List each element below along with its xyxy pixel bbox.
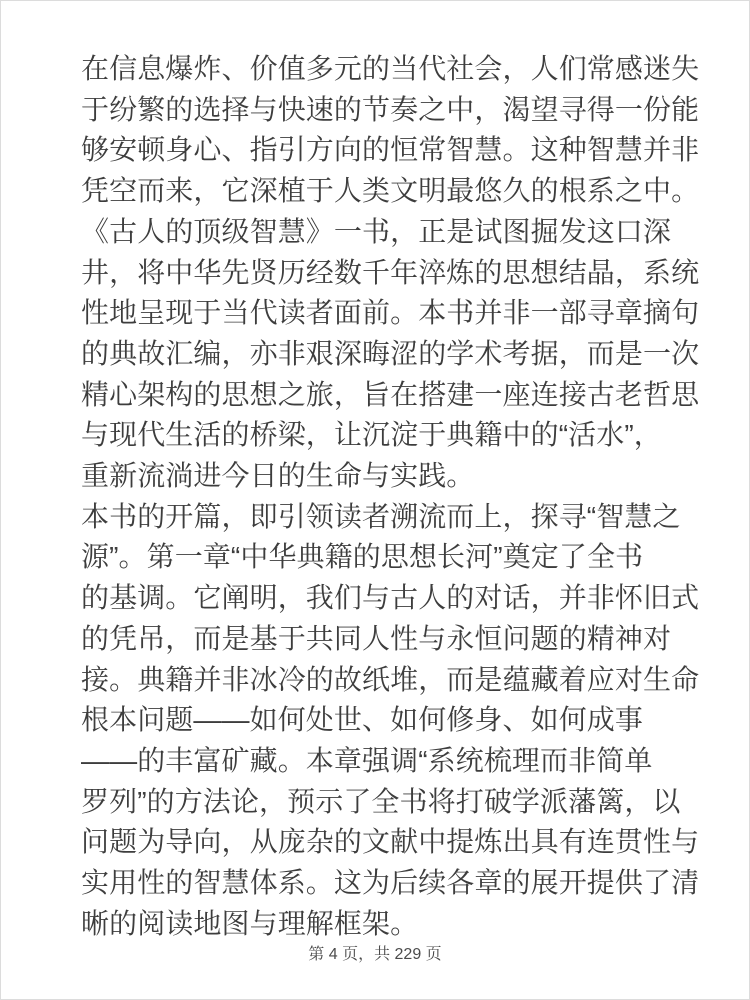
- text-line: 井，将中华先贤历经数千年淬炼的思想结晶，系统: [81, 256, 700, 288]
- text-line: 的典故汇编，亦非艰深晦涩的学术考据，而是一次: [81, 337, 700, 369]
- text-line: 够安顿身心、指引方向的恒常智慧。这种智慧并非: [81, 134, 700, 166]
- page-number-footer: 第 4 页，共 229 页: [308, 946, 442, 963]
- text-line: 于纷繁的选择与快速的节奏之中，渴望寻得一份能: [81, 93, 700, 125]
- text-line: 与现代生活的桥梁，让沉淀于典籍中的“活水”，: [81, 419, 662, 451]
- text-line: 根本问题——如何处世、如何修身、如何成事: [81, 704, 644, 736]
- text-line: 罗列”的方法论，预示了全书将打破学派藩篱，以: [81, 785, 681, 817]
- text-line: 晰的阅读地图与理解框架。: [81, 907, 419, 939]
- text-line: 的凭吊，而是基于共同人性与永恒问题的精神对: [81, 622, 672, 654]
- text-line: 实用性的智慧体系。这为后续各章的展开提供了清: [81, 867, 700, 899]
- text-line: 精心架构的思想之旅，旨在搭建一座连接古老哲思: [81, 378, 700, 410]
- text-line: 在信息爆炸、价值多元的当代社会，人们常感迷失: [81, 53, 700, 84]
- paragraph: [81, 49, 700, 497]
- text-line: 本书的开篇，即引领读者溯流而上，探寻“智慧之: [81, 500, 681, 532]
- text-line: 问题为导向，从庞杂的文献中提炼出具有连贯性与: [81, 826, 700, 858]
- text-line: 接。典籍并非冰冷的故纸堆，而是蕴藏着应对生命: [81, 663, 700, 695]
- document-body: [81, 49, 700, 944]
- text-line: 《古人的顶级智慧》一书，正是试图掘发这口深: [81, 215, 672, 247]
- paragraph: [81, 497, 700, 945]
- text-line: 源”。第一章“中华典籍的思想长河”奠定了全书: [81, 541, 644, 573]
- text-line: ——的丰富矿藏。本章强调“系统梳理而非简单: [81, 744, 653, 776]
- text-line: 的基调。它阐明，我们与古人的对话，并非怀旧式: [81, 582, 700, 614]
- text-line: 重新流淌进今日的生命与实践。: [81, 460, 475, 492]
- text-line: 凭空而来，它深植于人类文明最悠久的根系之中。: [81, 175, 700, 207]
- text-line: 性地呈现于当代读者面前。本书并非一部寻章摘句: [81, 297, 700, 329]
